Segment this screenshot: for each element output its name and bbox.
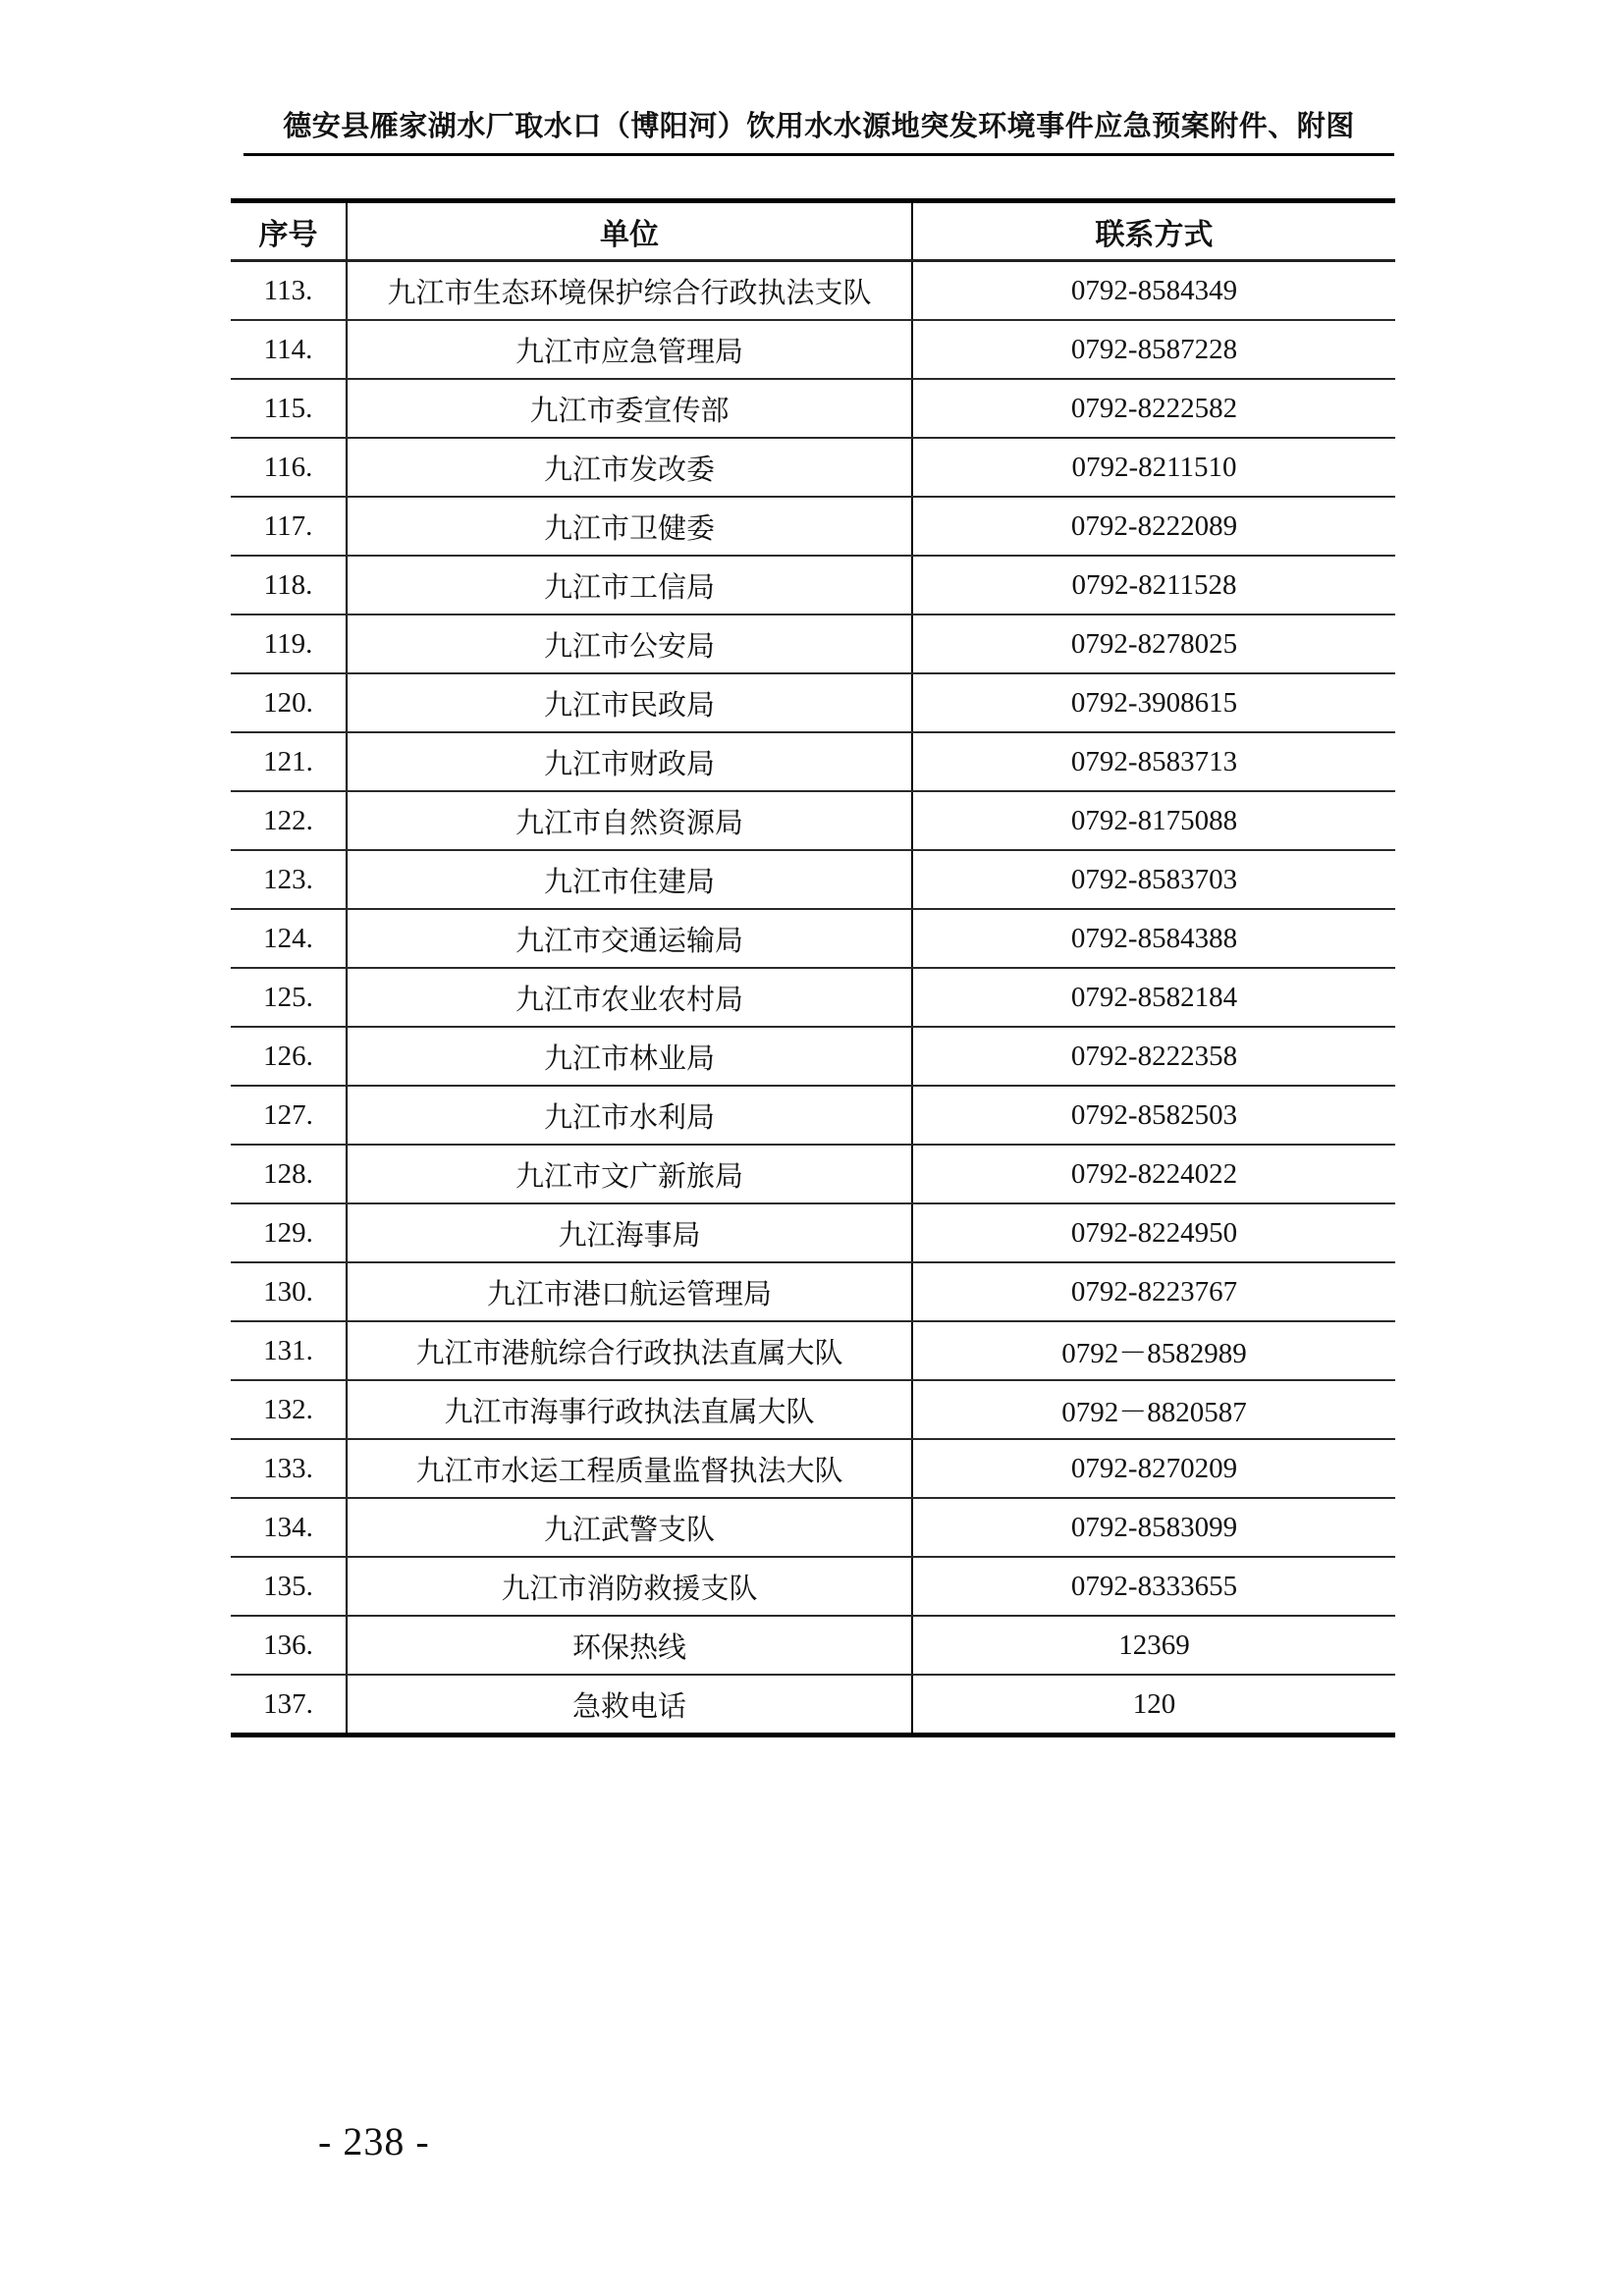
contact-number: 0792-8211510 (912, 438, 1395, 497)
unit-name: 环保热线 (347, 1616, 912, 1675)
contact-number: 0792-8224022 (912, 1145, 1395, 1203)
row-number: 130. (231, 1262, 347, 1321)
table-row (231, 614, 1395, 673)
document-header-title: 德安县雁家湖水厂取水口（博阳河）饮用水水源地突发环境事件应急预案附件、附图 (244, 104, 1394, 156)
contact-number: 0792-8223767 (912, 1262, 1395, 1321)
row-number: 117. (231, 497, 347, 556)
table-row (231, 1557, 1395, 1616)
contact-number: 0792-8222582 (912, 379, 1395, 438)
contact-number: 0792-8222358 (912, 1027, 1395, 1086)
contact-number: 0792-8583713 (912, 732, 1395, 791)
table-row (231, 732, 1395, 791)
table-row (231, 850, 1395, 909)
row-number: 129. (231, 1203, 347, 1262)
column-header-index: 序号 (231, 201, 347, 261)
contact-number: 0792-8278025 (912, 614, 1395, 673)
table-row (231, 673, 1395, 732)
table-row (231, 791, 1395, 850)
table-row (231, 379, 1395, 438)
row-number: 137. (263, 1687, 313, 1720)
table-row (231, 438, 1395, 497)
contact-number: 0792-8584349 (912, 261, 1395, 321)
contact-number: 0792-8175088 (912, 791, 1395, 850)
contact-number: 0792-8583703 (912, 850, 1395, 909)
contact-number: 0792－8820587 (912, 1380, 1395, 1439)
table-row (231, 1616, 1395, 1675)
unit-name: 九江市生态环境保护综合行政执法支队 (347, 261, 912, 321)
contact-number: 0792-3908615 (912, 673, 1395, 732)
table-row (231, 968, 1395, 1027)
page-number: - 238 - (318, 2119, 430, 2163)
unit-name: 九江市民政局 (347, 673, 912, 732)
row-number: 135. (231, 1557, 347, 1616)
row-number: 133. (231, 1439, 347, 1498)
row-number: 127. (231, 1086, 347, 1145)
table-row (231, 1262, 1395, 1321)
row-number: 119. (231, 614, 347, 673)
unit-name: 九江市应急管理局 (347, 320, 912, 379)
column-header-contact: 联系方式 (912, 201, 1395, 261)
contact-number: 0792-8584388 (912, 909, 1395, 968)
row-number: 115. (231, 379, 347, 438)
row-number: 136. (231, 1616, 347, 1675)
row-number: 126. (231, 1027, 347, 1086)
table-row (231, 1675, 1395, 1735)
table-row (231, 261, 1395, 321)
unit-name: 九江市委宣传部 (347, 379, 912, 438)
table-row (231, 1086, 1395, 1145)
table-row (231, 909, 1395, 968)
row-number: 121. (231, 732, 347, 791)
contact-number: 0792-8211528 (912, 556, 1395, 614)
unit-name: 九江市消防救援支队 (347, 1557, 912, 1616)
row-number: 131. (231, 1321, 347, 1380)
row-number: 125. (231, 968, 347, 1027)
column-header-unit: 单位 (347, 201, 912, 261)
contact-number: 0792-8222089 (912, 497, 1395, 556)
row-number: 124. (231, 909, 347, 968)
unit-name: 九江市公安局 (347, 614, 912, 673)
contact-number: 0792-8587228 (912, 320, 1395, 379)
row-number: 118. (231, 556, 347, 614)
contact-number: 120 (912, 1675, 1395, 1735)
table-row (231, 1439, 1395, 1498)
unit-name: 九江市住建局 (347, 850, 912, 909)
table-row (231, 320, 1395, 379)
unit-name: 九江市港航综合行政执法直属大队 (347, 1321, 912, 1380)
contact-number: 0792-8333655 (912, 1557, 1395, 1616)
unit-name: 九江市自然资源局 (347, 791, 912, 850)
table-row (231, 1145, 1395, 1203)
table-row (231, 497, 1395, 556)
row-number: 132. (231, 1380, 347, 1439)
row-number: 134. (231, 1498, 347, 1557)
table-header-row (231, 201, 1395, 261)
table-row (231, 556, 1395, 614)
unit-name: 急救电话 (347, 1675, 912, 1735)
row-number: 123. (231, 850, 347, 909)
table-row (231, 1027, 1395, 1086)
unit-name: 九江市工信局 (347, 556, 912, 614)
table-row (231, 1498, 1395, 1557)
table-row (231, 1380, 1395, 1439)
unit-name: 九江海事局 (347, 1203, 912, 1262)
contact-number: 0792-8582184 (912, 968, 1395, 1027)
row-number: 114. (231, 320, 347, 379)
unit-name: 九江市卫健委 (347, 497, 912, 556)
unit-name: 九江市财政局 (347, 732, 912, 791)
contact-number: 0792-8270209 (912, 1439, 1395, 1498)
contact-number: 0792－8582989 (912, 1321, 1395, 1380)
unit-name: 九江市农业农村局 (347, 968, 912, 1027)
unit-name: 九江市海事行政执法直属大队 (347, 1380, 912, 1439)
row-number: 122. (231, 791, 347, 850)
unit-name: 九江武警支队 (347, 1498, 912, 1557)
contact-number: 0792-8583099 (912, 1498, 1395, 1557)
unit-name: 九江市发改委 (347, 438, 912, 497)
row-number: 116. (231, 438, 347, 497)
emergency-contact-table (231, 198, 1395, 1737)
table-row (231, 1203, 1395, 1262)
unit-name: 九江市水运工程质量监督执法大队 (347, 1439, 912, 1498)
row-number: 128. (231, 1145, 347, 1203)
contact-number: 12369 (912, 1616, 1395, 1675)
contact-number: 0792-8224950 (912, 1203, 1395, 1262)
row-number: 120. (231, 673, 347, 732)
unit-name: 九江市水利局 (347, 1086, 912, 1145)
row-number: 113. (231, 261, 347, 321)
table-row (231, 1321, 1395, 1380)
unit-name: 九江市林业局 (347, 1027, 912, 1086)
contact-number: 0792-8582503 (912, 1086, 1395, 1145)
unit-name: 九江市交通运输局 (347, 909, 912, 968)
unit-name: 九江市文广新旅局 (347, 1145, 912, 1203)
unit-name: 九江市港口航运管理局 (347, 1262, 912, 1321)
